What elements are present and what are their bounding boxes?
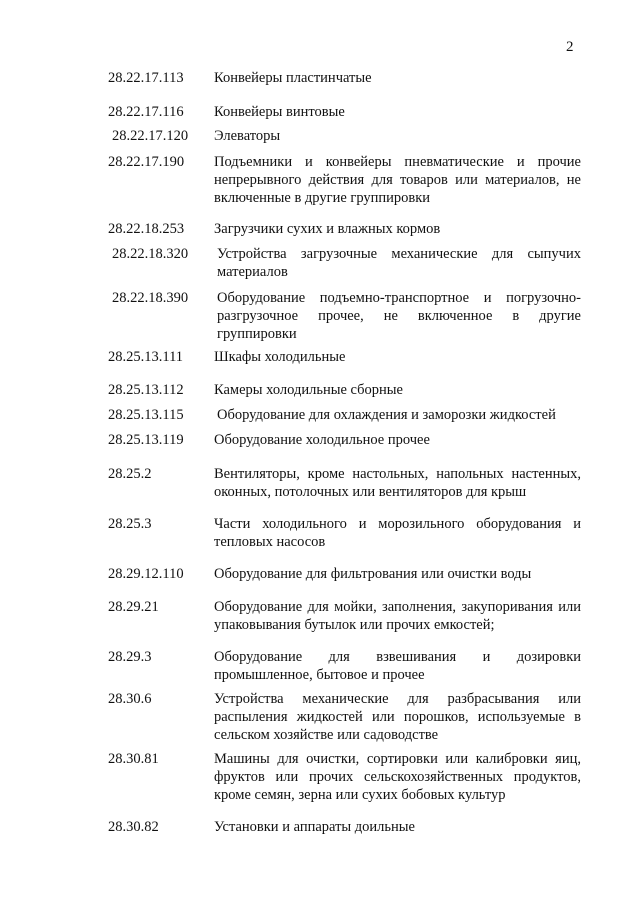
item-description: Оборудование холодильное прочее	[214, 432, 430, 448]
item-description: Оборудование подъемно-транспортное и погрузочно-разгрузочное прочее, не включенное в другие группировки	[217, 290, 581, 342]
item-description: Оборудование для взвешивания и дозировки промышленное, бытовое и прочее	[214, 649, 581, 683]
item-description: Оборудование для охлаждения и заморозки жидкостей	[217, 407, 556, 423]
item-code: 28.22.17.120	[112, 128, 189, 144]
item-description: Устройства загрузочные механические для сыпучих материалов	[217, 246, 581, 280]
item-code: 28.22.18.320	[112, 246, 189, 262]
item-description: Вентиляторы, кроме настольных, напольных настенных, оконных, потолочных или вентиляторов для крыш	[214, 466, 581, 500]
item-code: 28.30.82	[108, 819, 159, 835]
item-description: Элеваторы	[214, 128, 281, 144]
item-code: 28.25.13.112	[108, 382, 184, 398]
item-code: 28.29.3	[108, 649, 152, 665]
item-code: 28.30.81	[108, 751, 159, 767]
item-description: Конвейеры винтовые	[214, 104, 345, 120]
item-description: Оборудование для фильтрования или очистки воды	[214, 566, 532, 582]
item-description: Загрузчики сухих и влажных кормов	[214, 221, 441, 237]
item-code: 28.25.13.119	[108, 432, 184, 448]
item-description: Конвейеры пластинчатые	[214, 70, 372, 86]
page-number: 2	[566, 39, 574, 55]
item-description: Камеры холодильные сборные	[214, 382, 403, 398]
item-description: Подъемники и конвейеры пневматические и прочие непрерывного действия для товаров или материалов, не включенные в другие группировки	[214, 154, 581, 206]
item-code: 28.25.13.115	[108, 407, 184, 423]
item-code: 28.22.17.113	[108, 70, 184, 86]
item-code: 28.22.18.390	[112, 290, 189, 306]
item-description: Установки и аппараты доильные	[214, 819, 415, 835]
item-code: 28.25.13.111	[108, 349, 184, 365]
item-code: 28.29.21	[108, 599, 159, 615]
item-code: 28.29.12.110	[108, 566, 184, 582]
item-code: 28.22.17.190	[108, 154, 185, 170]
item-description: Шкафы холодильные	[214, 349, 346, 365]
item-code: 28.30.6	[108, 691, 152, 707]
item-code: 28.25.2	[108, 466, 152, 482]
item-description: Машины для очистки, сортировки или калибровки яиц, фруктов или прочих сельскохозяйственных продуктов, кроме семян, зерна или сухих бобовых культур	[214, 751, 581, 803]
item-code: 28.22.17.116	[108, 104, 184, 120]
item-description: Оборудование для мойки, заполнения, закупоривания или упаковывания бутылок или прочих емкостей;	[214, 599, 581, 633]
item-code: 28.22.18.253	[108, 221, 185, 237]
item-code: 28.25.3	[108, 516, 152, 532]
item-description: Устройства механические для разбрасывания или распыления жидкостей или порошков, используемые в сельском хозяйстве или садоводстве	[214, 691, 581, 743]
item-description: Части холодильного и морозильного оборудования и тепловых насосов	[214, 516, 581, 550]
